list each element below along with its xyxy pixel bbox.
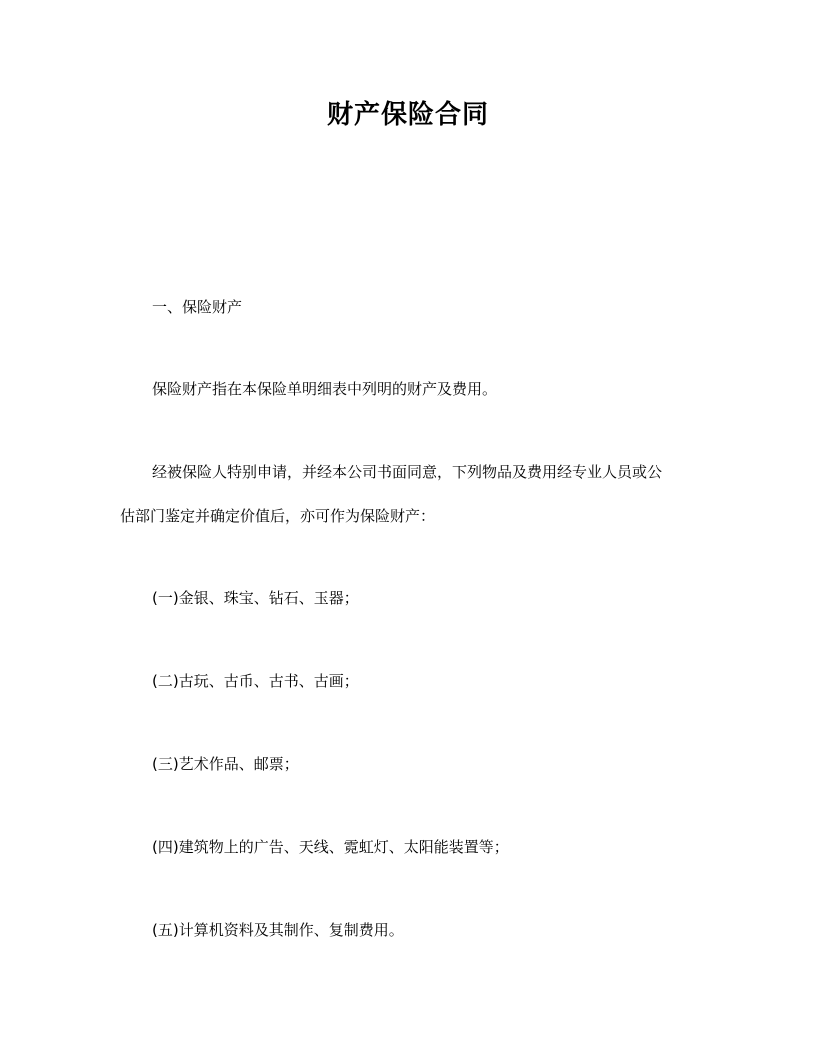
paragraph-1: 保险财产指在本保险单明细表中列明的财产及费用。 [152, 380, 498, 398]
list-item-1: (一)金银、珠宝、钻石、玉器； [152, 589, 359, 607]
paragraph-2-line-2: 估部门鉴定并确定价值后，亦可作为保险财产： [120, 507, 436, 525]
list-item-5: (五)计算机资料及其制作、复制费用。 [152, 921, 404, 939]
document-title: 财产保险合同 [326, 100, 489, 130]
list-item-2: (二)古玩、古币、古书、古画； [152, 672, 359, 690]
list-item-3: (三)艺术作品、邮票； [152, 755, 299, 773]
section-heading: 一、保险财产 [152, 298, 243, 316]
paragraph-2-line-1: 经被保险人特别申请，并经本公司书面同意，下列物品及费用经专业人员或公 [152, 463, 663, 481]
list-item-4: (四)建筑物上的广告、天线、霓虹灯、太阳能装置等； [152, 838, 509, 856]
